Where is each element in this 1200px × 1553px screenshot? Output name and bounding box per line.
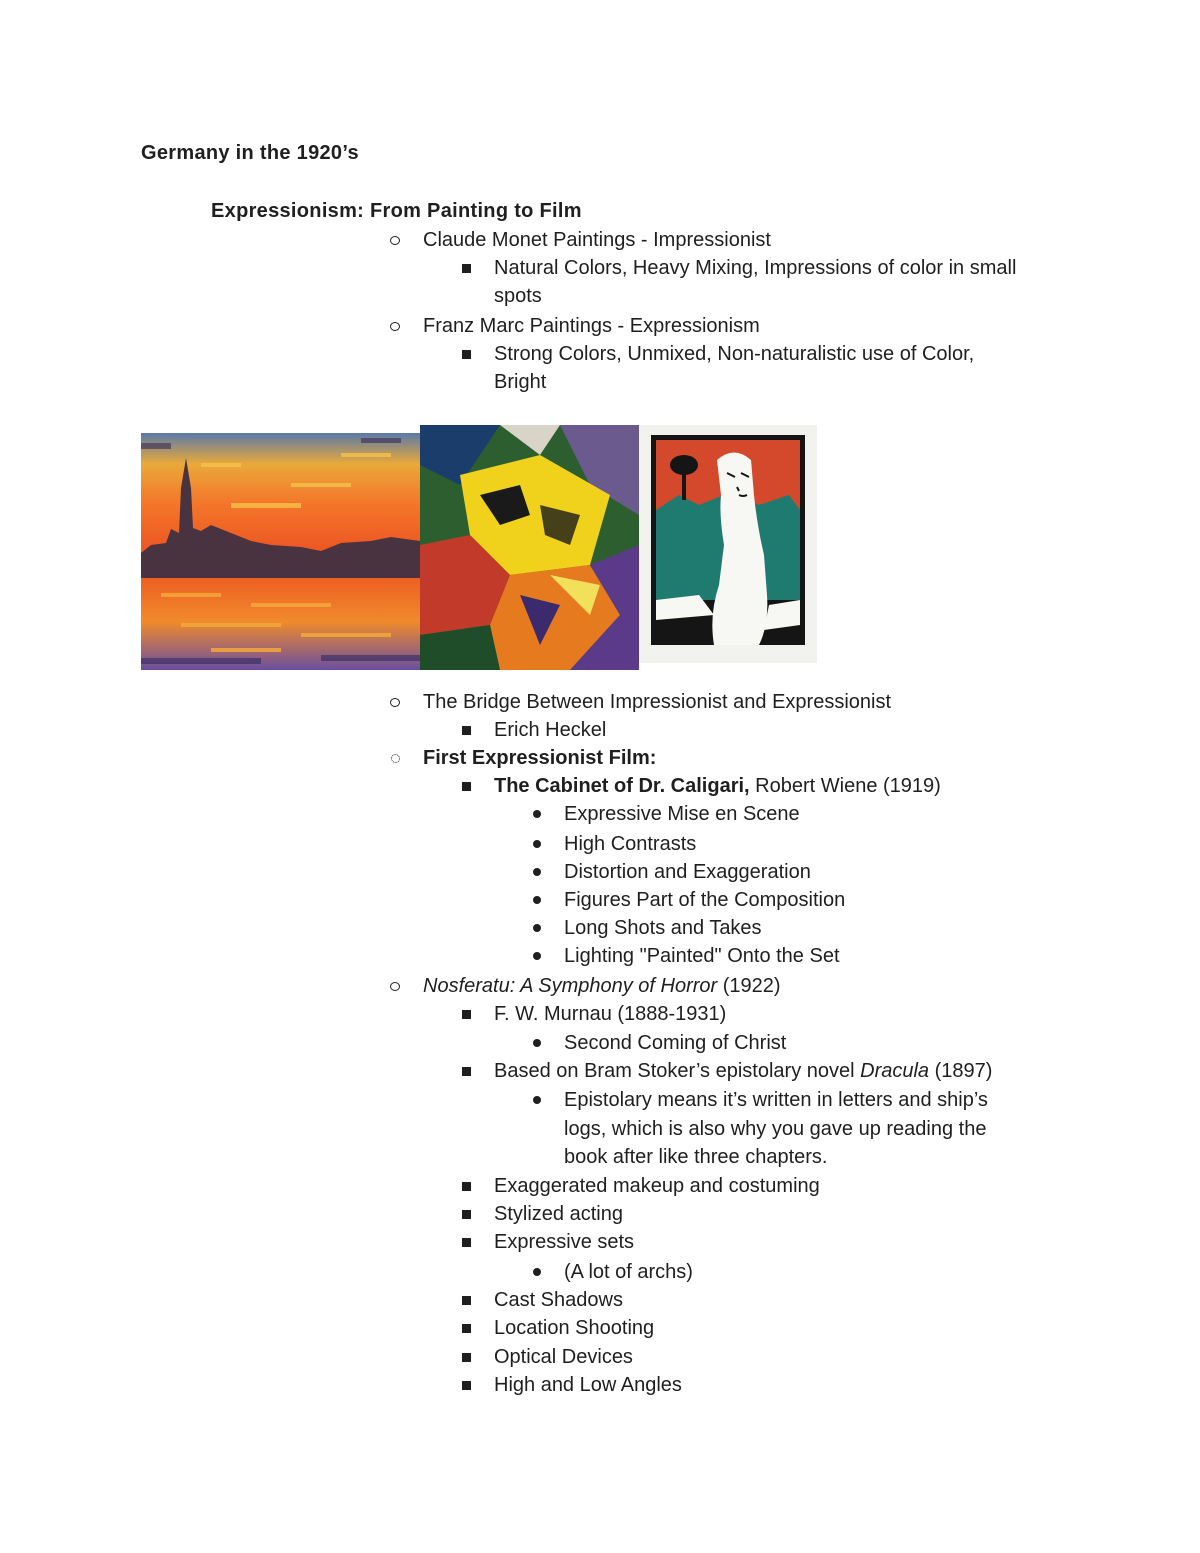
square-bullet-icon [456,1000,476,1028]
square-bullet-icon [456,1228,476,1256]
film-title: Nosferatu: A Symphony of Horror [423,975,718,997]
novel-year: (1897) [929,1060,993,1082]
novel-title: Dracula [860,1060,930,1082]
list-item: Second Coming of Christ [564,1032,787,1054]
square-bullet-icon [456,254,476,282]
square-bullet-icon [456,1200,476,1228]
heckel-print-image [639,425,817,663]
list-item: Optical Devices [494,1346,633,1368]
list-item: Figures Part of the Composition [564,889,846,911]
list-item: The Bridge Between Impressionist and Expressionist [423,691,892,713]
disc-bullet-icon [527,800,547,828]
circle-bullet-icon [385,688,405,716]
list-item-continuation: logs, which is also why you gave up reading the [564,1118,987,1140]
list-item [494,772,941,800]
list-item: Stylized acting [494,1203,623,1225]
circle-bullet-icon [385,226,405,254]
film-year: (1922) [717,975,781,997]
circle-bullet-icon [385,972,405,1000]
list-item: (A lot of archs) [564,1261,693,1283]
list-item: F. W. Murnau (1888-1931) [494,1003,727,1025]
list-item: Distortion and Exaggeration [564,861,811,883]
list-item: Erich Heckel [494,719,607,741]
painting-images [141,425,821,670]
list-item-continuation: Bright [494,371,547,393]
section-heading: Expressionism: From Painting to Film [211,200,582,222]
list-item: Epistolary means it’s written in letters and ship’s [564,1089,988,1111]
circle-bullet-icon [385,312,405,340]
list-item-continuation: spots [494,285,542,307]
disc-bullet-icon [527,942,547,970]
square-bullet-icon [456,772,476,800]
list-item: Strong Colors, Unmixed, Non-naturalistic use of Color, [494,343,975,365]
page-title: Germany in the 1920’s [141,142,359,164]
disc-bullet-icon [527,914,547,942]
dotted-circle-bullet-icon [385,744,405,772]
list-item: High and Low Angles [494,1374,682,1396]
list-item: Long Shots and Takes [564,917,762,939]
list-item: Location Shooting [494,1317,655,1339]
novel-source-text: Based on Bram Stoker’s epistolary novel [494,1060,861,1082]
square-bullet-icon [456,1343,476,1371]
list-item: Exaggerated makeup and costuming [494,1175,820,1197]
disc-bullet-icon [527,858,547,886]
disc-bullet-icon [527,886,547,914]
disc-bullet-icon [527,1086,547,1114]
film-title: The Cabinet of Dr. Caligari, [494,775,750,797]
square-bullet-icon [456,1286,476,1314]
list-item: Natural Colors, Heavy Mixing, Impressions of color in small [494,257,1017,279]
disc-bullet-icon [527,1258,547,1286]
list-item: First Expressionist Film: [423,747,657,769]
list-item: Cast Shadows [494,1289,623,1311]
list-item: Lighting "Painted" Onto the Set [564,945,840,967]
square-bullet-icon [456,716,476,744]
disc-bullet-icon [527,830,547,858]
list-item: Expressive Mise en Scene [564,803,800,825]
marc-painting-image [420,425,639,670]
square-bullet-icon [456,340,476,368]
list-item: Claude Monet Paintings - Impressionist [423,229,771,251]
film-credit: Robert Wiene (1919) [749,775,941,797]
disc-bullet-icon [527,1029,547,1057]
square-bullet-icon [456,1057,476,1085]
list-item: Franz Marc Paintings - Expressionism [423,315,760,337]
monet-painting-image [141,433,420,670]
list-item-continuation: book after like three chapters. [564,1146,828,1168]
list-item [494,1057,992,1085]
list-item: Expressive sets [494,1231,635,1253]
list-item [423,972,781,1000]
square-bullet-icon [456,1314,476,1342]
square-bullet-icon [456,1371,476,1399]
square-bullet-icon [456,1172,476,1200]
list-item: High Contrasts [564,833,697,855]
